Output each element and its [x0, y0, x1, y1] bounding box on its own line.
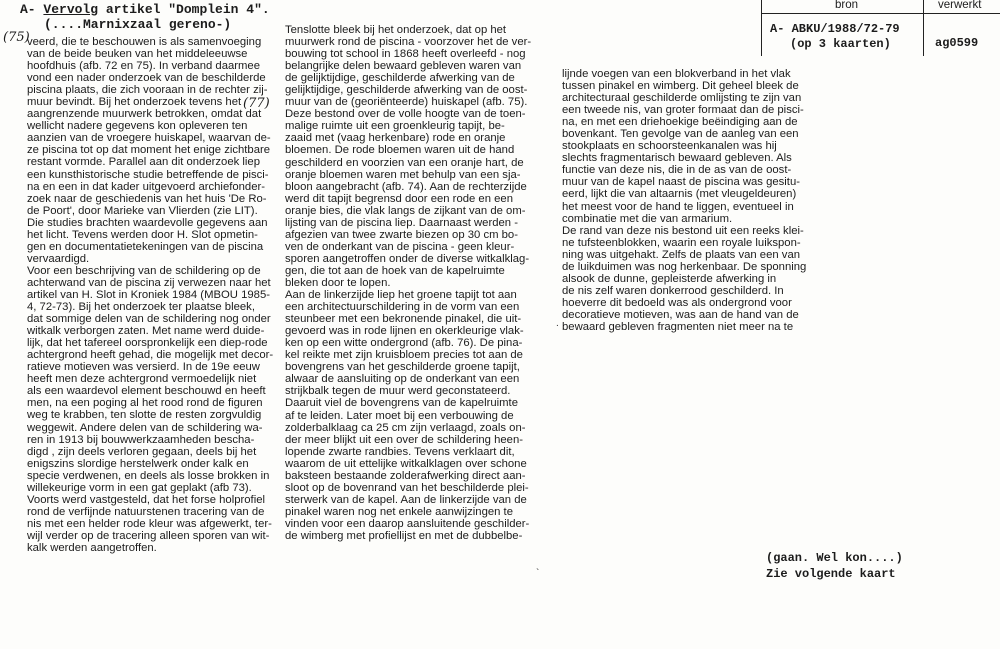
text-line: artikel van H. Slot in Kroniek 1984 (MBOU 1985- [27, 288, 270, 301]
text-line: Aan de linkerzijde liep het groene tapijt tot aan [285, 289, 517, 302]
header-title [20, 2, 270, 32]
text-line: Tenslotte bleek bij het onderzoek, dat op het [285, 24, 507, 36]
text-line: gelijktijdige, geschilderde afwerking van de oost- [285, 84, 528, 97]
text-line: van de beide beuken van het middeleeuwse [27, 48, 248, 61]
text-line: alsook de dunne, gepleisterde afwerking in [562, 272, 777, 285]
text-line: oranje bies, die vlak langs de zijkant van de om- [285, 204, 526, 217]
text-line: een architectuurschildering in de vorm van een [285, 301, 520, 314]
text-line: slechts fragmentarisch bewaard gebleven. Als [562, 152, 792, 165]
text-line: afgezien van twee zwarte biezen op 30 cm bo- [285, 228, 518, 241]
footer-note [766, 550, 903, 582]
card-divider-left [761, 0, 762, 56]
text-line: ze piscina tot op dat moment het enige zichtbare [27, 144, 271, 157]
text-line: vervaardigd. [27, 252, 90, 265]
text-line: ven de onderkant van de piscina - geen kleur- [285, 240, 515, 253]
pencil-tick-mark: . [556, 318, 559, 329]
header-subtitle: (....Marnixzaal gereno-) [44, 17, 232, 32]
text-line: Deze bestond over de volle hoogte van de toen- [285, 108, 526, 121]
text-line: lopende zwarte randbies. Tevens verklaart dit, [285, 445, 515, 458]
text-line: Daaruit viel de bovengrens van de kapelruimte [285, 397, 518, 410]
text-line: malige ruimte uit een groenkleurig tapijt, be- [285, 120, 505, 133]
text-line: heeft men deze achtergrond vermoedelijk niet [27, 373, 257, 386]
text-line: sporen aangetroffen onder de diverse witkalklag- [285, 252, 530, 265]
text-line: bloon aangebracht (afb. 74). Aan de rechterzijde [285, 180, 527, 193]
text-line: de wimberg met profiellijst en met de dubbelbe- [285, 529, 523, 542]
text-line: tussen pinakel en wimberg. Dit geheel bleek de [562, 80, 799, 93]
header-prefix: A- [20, 2, 36, 17]
text-line: hoeverre dit bedoeld was als ondergrond voor [562, 296, 792, 309]
text-line: belangrijke delen bewaard gebleven waren van [285, 60, 522, 73]
text-line: ne tufsteenblokken, waarin een royale luikspon- [562, 236, 801, 249]
text-line: steunbeer met een bekronende pinakel, die uit- [285, 313, 522, 326]
text-line: geschilderd en voorzien van een oranje hart, de [285, 156, 524, 169]
text-line: na, en met een driehoekige beëindiging aan de [562, 116, 798, 129]
text-line: muurwerk rond de piscina - voorzover het de ver- [285, 36, 532, 49]
reference-line-2: (op 3 kaarten) [790, 37, 891, 51]
text-line: piscina plaats, die zich vooraan in de rechter zij- [27, 84, 268, 97]
text-line: bewaard gebleven fragmenten niet meer na te [562, 320, 794, 333]
card-divider-middle [923, 0, 924, 56]
text-line: lijk, dat het tafereel oorspronkelijk een diep-rode [27, 337, 268, 350]
reference-block [770, 22, 900, 52]
text-line: rond de verfijnde natuurstenen tracering van de [27, 505, 265, 518]
text-line: muur bevindt. Bij het onderzoek tevens het [27, 96, 242, 109]
text-column-2 [285, 24, 531, 542]
pencil-tick-mark: ` [536, 568, 540, 579]
text-line: vinden voor een daarop aansluitende geschilder- [285, 517, 530, 530]
text-line: 4, 72-73). Bij het onderzoek ter plaatse bleek, [27, 301, 255, 314]
text-line: lijsting van de piscina liep. Daarnaast werden - [285, 216, 518, 229]
text-line: nis met een helder rode kleur was afgewerkt, ter- [27, 517, 272, 530]
footer-line-1: (gaan. Wel kon....) [766, 551, 903, 565]
header-title-rest: artikel "Domplein 4". [105, 2, 270, 17]
header-title-underlined: Vervolg [43, 2, 99, 17]
text-line: bleken door te lopen. [285, 276, 391, 289]
text-line: lijnde voegen van een blokverband in het vlak [562, 68, 791, 80]
text-line: de Poort', door Marieke van Vlierden (zie LIT). [27, 204, 258, 217]
text-line: eerd, lijkt die van altaarnis (met vleugeldeuren) [562, 188, 797, 201]
text-line: bovengrens van het geschilderde groene tapijt, [285, 361, 520, 374]
text-line: bouwing tot school in 1868 heeft overleefd - nog [285, 48, 526, 61]
text-line: strijkbalk tegen de muur werd geconstateerd. [285, 385, 511, 398]
card-divider-top [761, 13, 1000, 14]
text-line: specie verdwenen, en deels als losse brokken in [27, 469, 270, 482]
text-column-3 [562, 68, 806, 333]
text-line: sterwerk van de kapel. Aan de linkerzijde van de [285, 493, 527, 506]
text-line: gevoerd was in rode lijnen en okerkleurige vlak- [285, 325, 524, 338]
text-line: Voor een beschrijving van de schildering op de [27, 264, 261, 277]
text-line: aanzien van de vroegere huiskapel, waarvan de- [27, 132, 271, 145]
text-line: wellicht nadere gegevens kon opleveren ten [27, 120, 248, 133]
text-line: baksteen bestaande zolderafwerking direct aan- [285, 469, 526, 482]
text-line: een tweede nis, van groter formaat dan de pisci- [562, 104, 804, 117]
text-line: hoofdhuis (afb. 72 en 75). In verband daarmee [27, 60, 260, 73]
reference-line-1: A- ABKU/1988/72-79 [770, 22, 900, 36]
text-line: enigszins slordige herstelwerk onder kalk en [27, 457, 249, 470]
text-line: ning was uitgehakt. Zelfs de plaats van een van [562, 248, 801, 261]
text-line: de gelijktijdige, geschilderde afwerking van de [285, 72, 515, 85]
text-line: sloot op de bovenrand van het beschilderde plei- [285, 481, 529, 494]
text-line: bovenkant. Ten gevolge van de aanleg van een [562, 128, 799, 141]
text-line: Die studies brachten waardevolle gegevens aan [27, 216, 268, 229]
text-line: kalk werden aangetroffen. [27, 541, 157, 554]
text-line: ren in 1913 bij bouwwerkzaamheden bescha- [27, 433, 255, 446]
text-line: als een waardevol element beschouwd en heeft [27, 385, 266, 398]
text-line: decoratieve motieven, was aan de hand van de [562, 308, 799, 321]
text-line: veerd, die te beschouwen is als samenvoeging [27, 36, 262, 48]
margin-note-75: (75) [3, 30, 30, 45]
text-line: Voorts werd vastgesteld, dat het forse holprofiel [27, 493, 265, 506]
text-line: zaaid met (vaag herkenbare) rode en oranje [285, 132, 506, 145]
text-line: oranje bloemen waren met behulp van een sja- [285, 168, 521, 181]
text-line: achtergrond heeft gehad, die mogelijk met decor- [27, 349, 274, 362]
margin-note-77: (77) [243, 96, 270, 111]
text-line: bloemen. De rode bloemen waren uit de hand [285, 144, 515, 157]
text-line: aangrenzende muurwerk betrokken, omdat dat [27, 108, 262, 121]
bron-label: bron [835, 0, 859, 11]
text-line: de luikduimen was nog herkenbaar. De sponning [562, 260, 807, 273]
text-line: wijl verder op de tracering alleen sporen van wit- [27, 529, 270, 542]
text-line: kel reikte met zijn kruisbloem precies tot aan de [285, 349, 523, 362]
text-line: architecturaal geschilderde omlijsting te zijn van [562, 92, 802, 105]
text-line: pinakel waren nog net enkele aanwijzingen te [285, 505, 513, 518]
text-line: combinatie met die van armarium. [562, 212, 733, 225]
text-line: men, na een poging al het rood rond de figuren [27, 397, 263, 410]
text-line: gen, die tot aan de hoek van de kapelruimte [285, 264, 505, 277]
text-line: af te leiden. Later moet bij een verbouwing de [285, 409, 514, 422]
text-line: zoek naar de geschiedenis van het huis 'De Ro- [27, 192, 267, 205]
text-line: dat sommige delen van de schildering nog onder [27, 313, 271, 326]
text-line: ratieve motieven was versierd. In de 19e eeuw [27, 361, 260, 374]
text-line: de nis zelf waren donkerrood geschilderd. In [562, 284, 784, 297]
text-line: digd , zijn deels verloren gegaan, deels bij het [27, 445, 257, 458]
text-line: der meer blijkt uit een over de schildering heen- [285, 433, 523, 446]
text-line: na en een in dat kader uitgevoerd archiefonder- [27, 180, 266, 193]
footer-line-2: Zie volgende kaart [766, 567, 896, 581]
text-line: alwaar de aansluiting op de onderkant van een [285, 373, 520, 386]
text-line: witkalk verborgen zaten. Met name werd duide- [27, 325, 265, 338]
text-line: vond een nader onderzoek van de beschilderde [27, 72, 266, 85]
text-line: zolderbalklaag ca 25 cm zijn verlaagd, zoals on- [285, 421, 526, 434]
text-line: willekeurige vorm in een gat geplakt (afb 73). [27, 481, 252, 494]
text-line: De rand van deze nis bestond uit een reeks klei- [562, 224, 804, 237]
text-line: een kunsthistorische studie betreffende de pisci- [27, 168, 269, 181]
text-line: het licht. Tevens werden door H. Slot opmetin- [27, 228, 258, 241]
text-line: stookplaats en schoorsteenkanalen was hij [562, 140, 777, 153]
text-line: muur van de kapel naast de piscina was gesitu- [562, 176, 800, 189]
text-column-1 [27, 36, 273, 554]
text-line: functie van deze nis, die in de as van de oost- [562, 164, 792, 177]
text-line: weg te krabben, ten slotte de resten zorgvuldig [27, 409, 262, 422]
text-line: muur van de (georiënteerde) huiskapel (afb. 75). [285, 96, 528, 109]
text-line: restant vormde. Parallel aan dit onderzoek liep [27, 156, 260, 169]
text-line: weggewit. Andere delen van de schildering wa- [27, 421, 263, 434]
text-line: waarom de uit ettelijke witkalklagen over schone [285, 457, 527, 470]
reference-code: ag0599 [935, 36, 979, 50]
text-line: gen en documentatietekeningen van de piscina [27, 240, 264, 253]
text-line: werd dit tapijt begrensd door een rode en een [285, 192, 513, 205]
verwerkt-label: verwerkt [938, 0, 982, 11]
text-line: achterwand van de piscina zij verwezen naar het [27, 276, 271, 289]
text-line: het meest voor de hand te liggen, eventueel in [562, 200, 794, 213]
text-line: ken op een witte ondergrond (afb. 76). De pina- [285, 337, 523, 350]
